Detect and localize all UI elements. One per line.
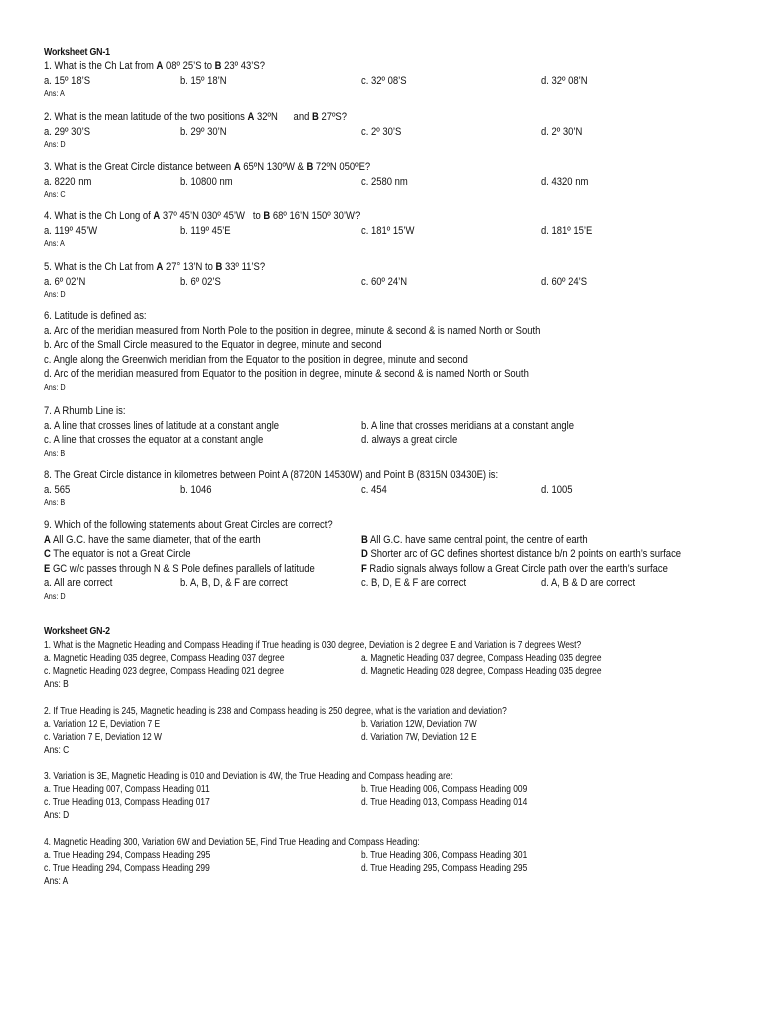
option-a: a. True Heading 007, Compass Heading 011 <box>44 784 210 795</box>
option-a: a. Arc of the meridian measured from North Pole to the position in degree, minute & second & is named North or South <box>44 324 541 337</box>
option-c: c. Angle along the Greenwich meridian from the Equator to the position in degree, minute and second <box>44 353 468 366</box>
question-4 <box>44 209 744 249</box>
answer-label: Ans: D <box>44 290 66 299</box>
answer-label: Ans: B <box>44 498 66 507</box>
option-a: a. All are correct <box>44 577 113 589</box>
options-row <box>44 175 744 190</box>
option-b: b. Arc of the Small Circle measured to the Equator in degree, minute and second <box>44 339 382 351</box>
option-c: c. 2º 30’S <box>361 125 402 138</box>
option-d: d. Arc of the meridian measured from Equator to the position in degree, minute & second & is named North or South <box>44 368 529 380</box>
question-text: 1. What is the Magnetic Heading and Compass Heading if True heading is 030 degree, Deviation is 2 degree E and Variation is 7 degrees West? <box>44 640 582 651</box>
options-row <box>44 576 744 591</box>
question-text: 3. Variation is 3E, Magnetic Heading is 010 and Deviation is 4W, the True Heading and Compass heading are: <box>44 771 453 782</box>
answer-label: Ans: C <box>44 745 70 756</box>
option-b: b. 1046 <box>180 483 212 496</box>
option-c: c. 60º 24’N <box>361 275 408 288</box>
question-9 <box>44 518 744 602</box>
statements-row <box>44 562 744 577</box>
options-row <box>44 731 744 744</box>
answer-label: Ans: D <box>44 382 66 392</box>
option-d: d. A, B & D are correct <box>541 577 636 589</box>
question-text: 9. Which of the following statements about Great Circles are correct? <box>44 519 333 531</box>
options-row <box>44 125 744 140</box>
option-a: a. 565 <box>44 483 71 496</box>
options-row <box>44 224 744 239</box>
option-a: a. A line that crosses lines of latitude at a constant angle <box>44 419 280 432</box>
options-row <box>44 718 744 731</box>
option-c: c. Variation 7 E, Deviation 12 W <box>44 732 162 743</box>
answer-label: Ans: B <box>44 448 66 458</box>
options-row <box>44 849 744 862</box>
question-text: 4. What is the Ch Long of A 37º 45’N 030º 45’W to B 68º 16’N 150º 30’W? <box>44 210 361 222</box>
question-text: 4. Magnetic Heading 300, Variation 6W and Deviation 5E, Find True Heading and Compass Heading: <box>44 837 420 848</box>
option-b: b. 29º 30’N <box>180 125 227 138</box>
statement-c: C The equator is not a Great Circle <box>44 548 191 560</box>
option-c: c. True Heading 013, Compass Heading 017 <box>44 797 210 808</box>
option-b: b. 10800 nm <box>180 175 233 188</box>
option-a: a. 8220 nm <box>44 175 92 188</box>
answer-label: Ans: B <box>44 679 69 690</box>
option-c: c. True Heading 294, Compass Heading 299 <box>44 863 210 874</box>
option-c: c. A line that crosses the equator at a constant angle <box>44 434 264 446</box>
question-2 <box>44 110 744 150</box>
answer-label: Ans: D <box>44 140 66 149</box>
option-a: a. Magnetic Heading 035 degree, Compass Heading 037 degree <box>44 653 285 664</box>
question-text: 5. What is the Ch Lat from A 27° 13’N to B 33º 11’S? <box>44 261 266 273</box>
option-a: a. 6º 02’N <box>44 275 86 288</box>
options-row <box>44 483 744 498</box>
option-b: b. 119º 45’E <box>180 224 231 237</box>
answer-label: Ans: A <box>44 89 65 98</box>
option-c: c. 32º 08’S <box>361 74 407 87</box>
question-text: 1. What is the Ch Lat from A 08º 25’S to B 23º 43’S? <box>44 60 265 72</box>
options-row <box>44 862 744 875</box>
option-d: d. 1005 <box>541 483 573 496</box>
option-b: b. Variation 12W, Deviation 7W <box>361 719 477 730</box>
option-b: b. A line that crosses meridians at a constant angle <box>361 419 574 432</box>
option-b: a. Magnetic Heading 037 degree, Compass Heading 035 degree <box>361 653 602 664</box>
option-d: d. True Heading 295, Compass Heading 295 <box>361 863 528 874</box>
options-row <box>44 433 744 448</box>
worksheet-gn2-title: Worksheet GN-2 <box>44 626 110 637</box>
option-a: a. Variation 12 E, Deviation 7 E <box>44 719 161 730</box>
question-8 <box>44 468 744 508</box>
question-text: 2. If True Heading is 245, Magnetic heading is 238 and Compass heading is 250 degree, what is the variation and deviation? <box>44 706 507 717</box>
option-d: d. always a great circle <box>361 434 458 446</box>
statement-e: E GC w/c passes through N & S Pole defines parallels of latitude <box>44 562 315 575</box>
options-row <box>44 783 744 796</box>
statement-a: A All G.C. have the same diameter, that of the earth <box>44 533 261 546</box>
options-row <box>44 74 744 89</box>
question-5 <box>44 260 744 300</box>
answer-label: Ans: D <box>44 591 66 601</box>
option-d: d. Magnetic Heading 028 degree, Compass Heading 035 degree <box>361 666 602 677</box>
question-2 <box>44 705 744 757</box>
question-3 <box>44 770 744 822</box>
option-b: b. 6º 02’S <box>180 275 221 288</box>
option-a: a. 119º 45’W <box>44 224 98 237</box>
statements-row <box>44 547 744 562</box>
answer-label: Ans: D <box>44 810 70 821</box>
option-d: d. 4320 nm <box>541 175 589 188</box>
question-7 <box>44 404 744 459</box>
option-c: c. 2580 nm <box>361 175 408 188</box>
question-3 <box>44 160 744 200</box>
answer-label: Ans: A <box>44 876 69 887</box>
statements-row <box>44 533 744 548</box>
option-d: d. 181º 15’E <box>541 224 593 237</box>
options-row <box>44 652 744 665</box>
option-c: c. B, D, E & F are correct <box>361 577 467 589</box>
question-1 <box>44 59 744 99</box>
answer-label: Ans: A <box>44 239 65 248</box>
statement-f: F Radio signals always follow a Great Circle path over the earth’s surface <box>361 562 668 575</box>
statement-d: D Shorter arc of GC defines shortest distance b/n 2 points on earth’s surface <box>361 548 682 560</box>
options-row <box>44 419 744 434</box>
question-text: 8. The Great Circle distance in kilometres between Point A (8720N 14530W) and Point B (8315N 03430E) is: <box>44 469 499 481</box>
question-1 <box>44 639 744 691</box>
option-b: b. True Heading 006, Compass Heading 009 <box>361 784 528 795</box>
option-d: d. Variation 7W, Deviation 12 E <box>361 732 477 743</box>
question-text: 7. A Rhumb Line is: <box>44 405 126 417</box>
question-4 <box>44 836 744 888</box>
option-d: d. 2º 30’N <box>541 125 583 138</box>
question-text: 6. Latitude is defined as: <box>44 310 147 322</box>
worksheet-gn1-title: Worksheet GN-1 <box>44 47 110 58</box>
option-b: b. A, B, D, & F are correct <box>180 577 288 589</box>
question-6 <box>44 309 744 393</box>
option-d: d. 60º 24’S <box>541 275 588 288</box>
option-d: d. True Heading 013, Compass Heading 014 <box>361 797 528 808</box>
option-b: b. 15º 18’N <box>180 74 227 87</box>
options-row <box>44 665 744 678</box>
question-text: 2. What is the mean latitude of the two positions A 32ºN and B 27ºS? <box>44 111 347 123</box>
option-a: a. 15º 18’S <box>44 74 91 87</box>
option-c: c. 454 <box>361 483 387 496</box>
options-row <box>44 796 744 809</box>
option-d: d. 32º 08’N <box>541 74 588 87</box>
option-c: c. 181º 15’W <box>361 224 415 237</box>
options-row <box>44 275 744 290</box>
question-text: 3. What is the Great Circle distance between A 65ºN 130ºW & B 72ºN 050ºE? <box>44 161 371 173</box>
answer-label: Ans: C <box>44 190 66 199</box>
option-a: a. True Heading 294, Compass Heading 295 <box>44 850 211 861</box>
option-a: a. 29º 30’S <box>44 125 91 138</box>
option-b: b. True Heading 306, Compass Heading 301 <box>361 850 528 861</box>
statement-b: B All G.C. have same central point, the centre of earth <box>361 533 588 546</box>
option-c: c. Magnetic Heading 023 degree, Compass Heading 021 degree <box>44 666 285 677</box>
